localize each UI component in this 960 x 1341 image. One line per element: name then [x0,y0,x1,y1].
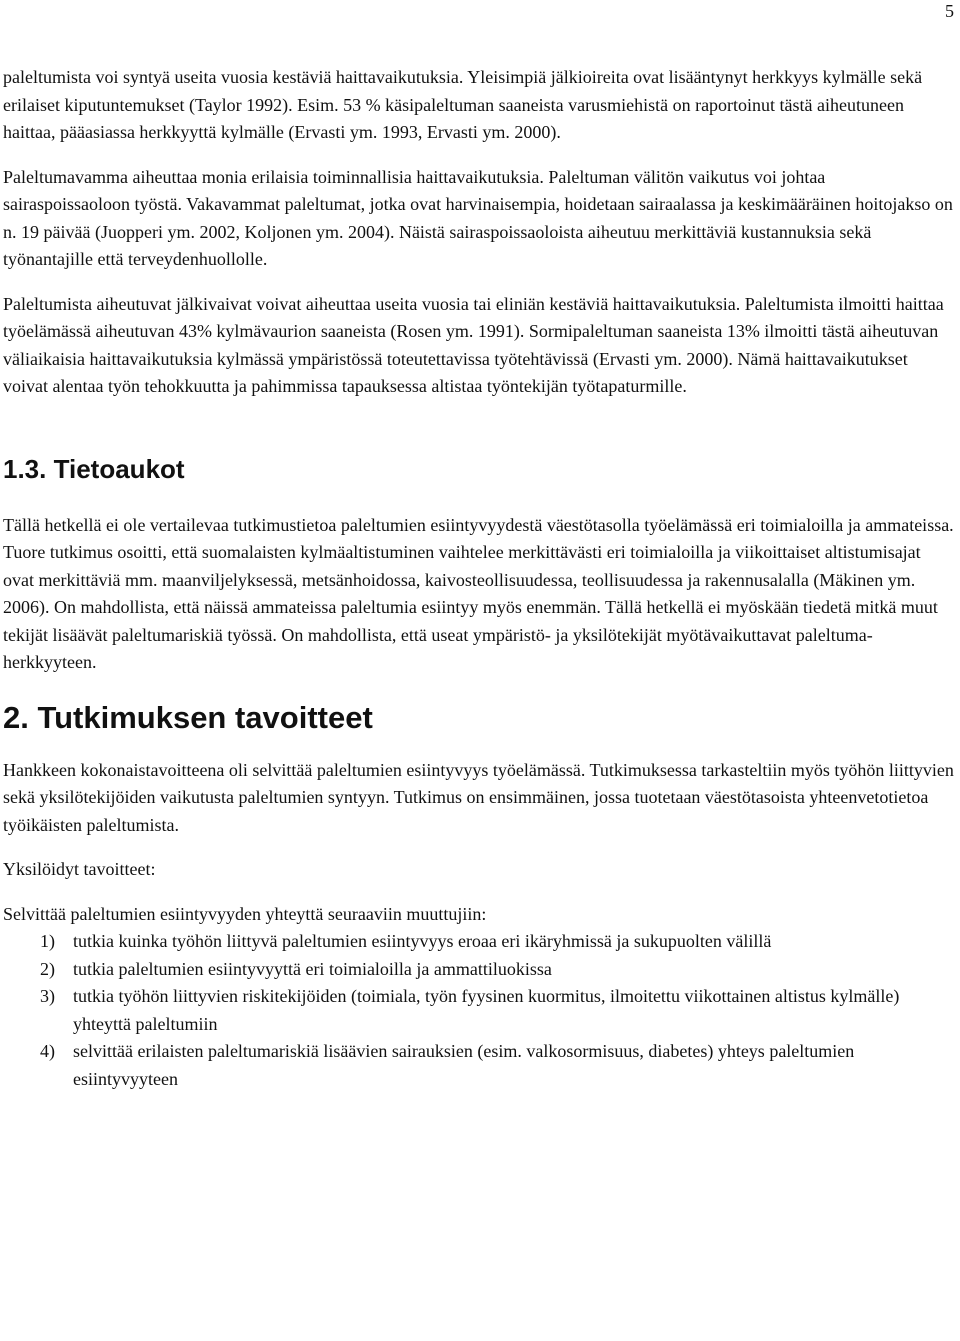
section-heading-knowledge-gaps: 1.3. Tietoaukot [3,453,185,484]
objective-number: 3) [40,986,55,1006]
objective-item [3,928,955,956]
objective-item [3,1038,955,1093]
objective-number: 1) [40,931,55,951]
objective-number: 4) [40,1041,55,1061]
paragraph-overall-objective: Hankkeen kokonaistavoitteena oli selvittää paleltumien esiintyvyys työelämässä. Tutkimuksessa tarkasteltiin myös työhön liittyvien sekä yksilötekijöiden vaikutusta paleltumien syntyyn. Tutkimus on ensimmäinen, jossa tuotetaan väestötasoista yhteenvetotietoa työikäisten paleltumista. [3,759,954,835]
objective-text: tutkia paleltumien esiintyvyyttä eri toimialoilla ja ammattiluokissa [73,958,552,979]
document-body [3,64,955,1093]
section-heading-research-objectives: 2. Tutkimuksen tavoitteet [3,699,373,735]
objective-text: tutkia työhön liittyvien riskitekijöiden (toimiala, työn fyysinen kuormitus, ilmoitettu viikottainen altistus kylmälle) yhteyttä paleltumiin [73,986,900,1034]
objective-item [3,983,955,1038]
objectives-list [3,928,955,1093]
page-number: 5 [945,1,954,21]
objective-item [3,956,955,984]
objective-text: selvittää erilaisten paleltumariskiä lisäävien sairauksien (esim. valkosormisuus, diabetes) yhteys paleltumien esiintyvyyteen [73,1041,855,1089]
paragraph-long-term-effects: Paleltumista aiheutuvat jälkivaivat voivat aiheuttaa useita vuosia tai eliniän kestäviä haittavaikutuksia. Paleltumista ilmoitti haittaa työelämässä aiheutuvan 43% kylmävaurion saaneista (Rosen ym. 1991). Sormipaleltuman saaneista 13% ilmoitti tästä aiheutuvan väliaikaisia haittavaikutuksia kylmässä ympäristössä toteutettavissa työtehtävissä (Ervasti ym. 2000). Nämä haittavaikutukset voivat alentaa työn tehokkuutta ja pahimmissa tapauksessa altistaa työntekijän työtapaturmille. [3,293,944,396]
paragraph-frostbite-after-effects: paleltumista voi syntyä useita vuosia kestäviä haittavaikutuksia. Yleisimpiä jälkioireita ovat lisääntynyt herkkyys kylmälle sekä erilaiset kiputuntemukset (Taylor 1992). Esim. 53 % käsipaleltuman saaneista varusmiehistä on raportoinut tästä aiheutuneen haittaa, pääasiassa herkkyyttä kylmälle (Ervasti ym. 1993, Ervasti ym. 2000). [3,67,923,142]
objective-number: 2) [40,958,55,979]
paragraph-knowledge-gaps: Tällä hetkellä ei ole vertailevaa tutkimustietoa paleltumien esiintyvyydestä väestötasolla työelämässä eri toimialoilla ja ammateissa. Tuore tutkimus osoitti, että suomalaisten kylmäaltistuminen vaihtelee merkittävästi eri toimialoilla ja viikoittaiset altistumisajat ovat merkittäviä mm. maanviljelyksessä, metsänhoidossa, kaivosteollisuudessa, teollisuudessa ja rakennusalalla (Mäkinen ym. 2006). On mahdollista, että näissä ammateissa paleltumia esiintyy myös enemmän. Tällä hetkellä ei myöskään tiedetä mitkä muut tekijät lisäävät paleltumariskiä työssä. On mahdollista, että useat ympäristö- ja yksilötekijät myötävaikuttavat paleltuma-herkkyyteen. [3,514,954,672]
paragraph-specific-objectives-label: Yksilöidyt tavoitteet: [3,859,156,879]
objective-text: tutkia kuinka työhön liittyvä paleltumien esiintyvyys eroaa eri ikäryhmissä ja sukupuolten välillä [73,931,772,951]
paragraph-functional-effects: Paleltumavamma aiheuttaa monia erilaisia toiminnallisia haittavaikutuksia. Paleltuman välitön vaikutus voi johtaa sairaspoissaoloon työstä. Vakavammat paleltumat, jotka ovat harvinaisempia, hoidetaan sairaalassa ja keskimääräinen hoitojakso on n. 19 päivää (Juopperi ym. 2002, Koljonen ym. 2004). Näistä sairaspoissaoloista aiheutuu merkittäviä kustannuksia sekä työnantajille että terveydenhuollolle. [3,166,953,269]
paragraph-objectives-intro: Selvittää paleltumien esiintyvyyden yhteyttä seuraaviin muuttujiin: [3,903,487,924]
